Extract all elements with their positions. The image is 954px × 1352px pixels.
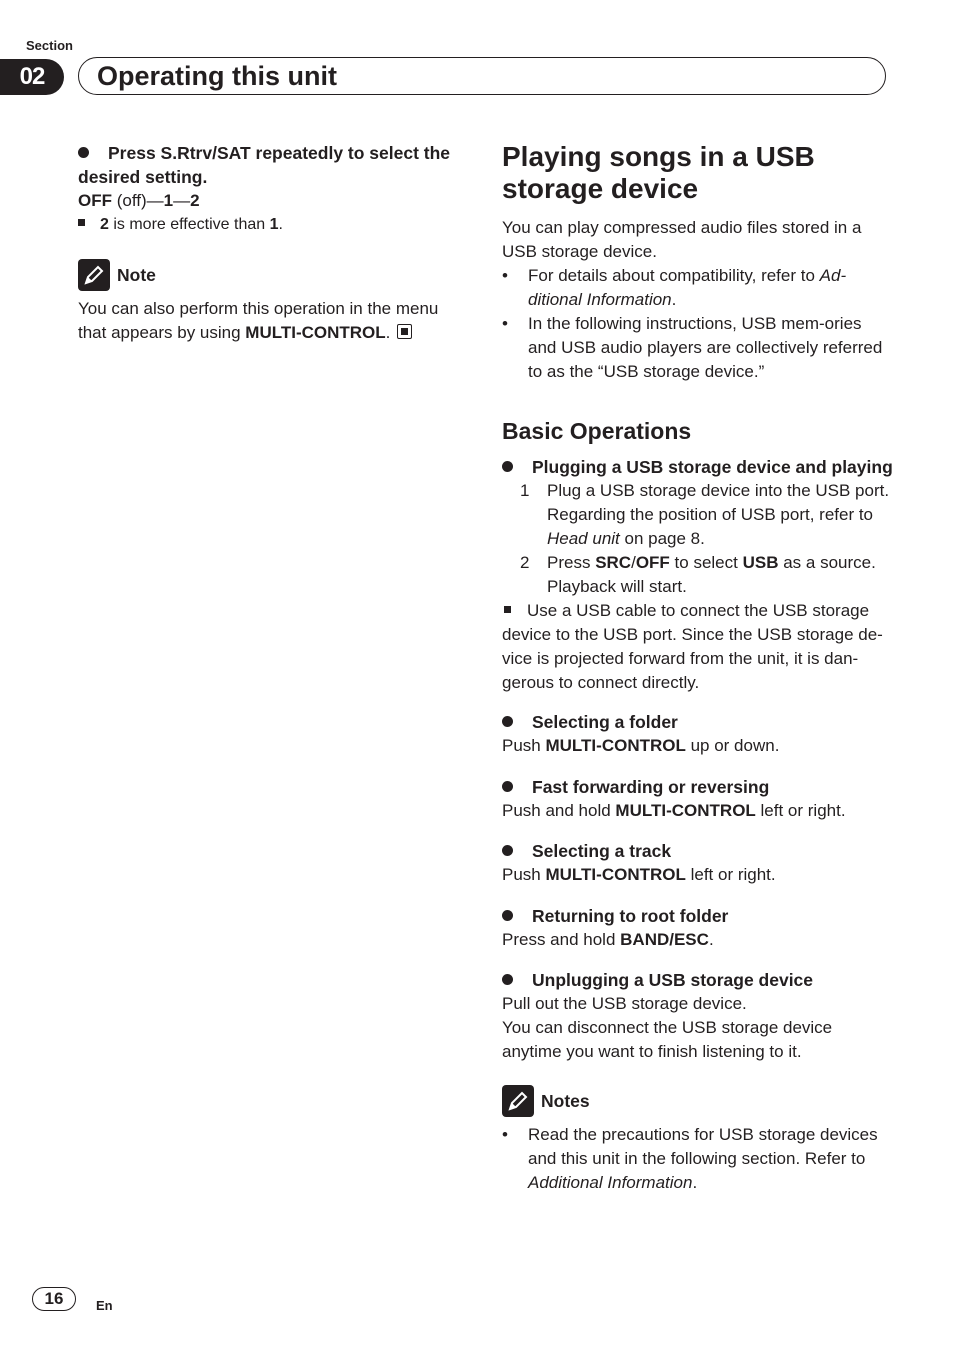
unplug-line-1: Pull out the USB storage device.: [502, 994, 747, 1013]
cable-note: Use a USB cable to connect the USB storage device to the USB port. Since the USB storage de-vice is projected forward from the unit, it is dan-gerous to connect directly.: [502, 601, 883, 692]
ff-heading: Fast forwarding or reversing: [502, 775, 894, 799]
section-number-badge: 02: [0, 59, 64, 95]
step-1: 1 Plug a USB storage device into the USB port. Regarding the position of USB port, refer to Head unit on page 8.: [520, 481, 890, 548]
folder-text: Push MULTI-CONTROL up or down.: [502, 736, 780, 755]
page-number: 16: [32, 1287, 76, 1311]
page-title: Operating this unit: [97, 61, 337, 91]
options-line: OFF (off)—1—2: [78, 191, 200, 210]
step-heading: Press S.Rtrv/SAT repeatedly to select the desired setting.: [78, 143, 451, 187]
track-heading: Selecting a track: [502, 839, 894, 863]
list-item: • For details about compatibility, refer to Ad-ditional Information.: [502, 266, 847, 309]
note-heading: Note: [78, 259, 458, 291]
notes-heading: Notes: [502, 1085, 894, 1117]
pencil-note-icon: [502, 1085, 534, 1117]
subsection-heading: Basic Operations: [502, 418, 692, 444]
folder-heading: Selecting a folder: [502, 710, 894, 734]
list-item: • Read the precautions for USB storage devices and this unit in the following section. Refer to Additional Information.: [502, 1125, 878, 1192]
right-column: [502, 141, 894, 1195]
bullet-dot-icon: [78, 147, 89, 158]
square-bullet-icon: [78, 219, 85, 226]
unplug-line-2: You can disconnect the USB storage device anytime you want to finish listening to it.: [502, 1018, 833, 1061]
pencil-note-icon: [78, 259, 110, 291]
root-heading: Returning to root folder: [502, 904, 894, 928]
end-mark-icon: [397, 324, 412, 339]
bullet-dot-icon: [502, 781, 513, 792]
note-text: You can also perform this operation in the menu that appears by using MULTI-CONTROL.: [78, 299, 439, 342]
square-bullet-icon: [504, 606, 511, 613]
root-text: Press and hold BAND/ESC.: [502, 930, 714, 949]
step-2: 2 Press SRC/OFF to select USB as a source. Playback will start.: [520, 553, 876, 596]
ff-text: Push and hold MULTI-CONTROL left or right.: [502, 801, 846, 820]
left-column: [78, 141, 458, 345]
bullet-dot-icon: [502, 974, 513, 985]
effect-line: 2 is more effective than 1.: [78, 213, 458, 237]
bullet-dot-icon: [502, 910, 513, 921]
language-label: En: [96, 1298, 113, 1313]
track-text: Push MULTI-CONTROL left or right.: [502, 865, 776, 884]
bullet-dot-icon: [502, 716, 513, 727]
section-label: Section: [26, 38, 73, 53]
unplug-heading: Unplugging a USB storage device: [502, 968, 894, 992]
list-item: • In the following instructions, USB mem-ories and USB audio players are collectively referred to as the “USB storage device.”: [502, 314, 883, 381]
plug-heading: Plugging a USB storage device and playing: [502, 455, 894, 479]
intro-paragraph: You can play compressed audio files stored in a USB storage device.: [502, 218, 862, 261]
bullet-dot-icon: [502, 461, 513, 472]
bullet-dot-icon: [502, 845, 513, 856]
section-heading: Playing songs in a USB storage device: [502, 141, 815, 204]
